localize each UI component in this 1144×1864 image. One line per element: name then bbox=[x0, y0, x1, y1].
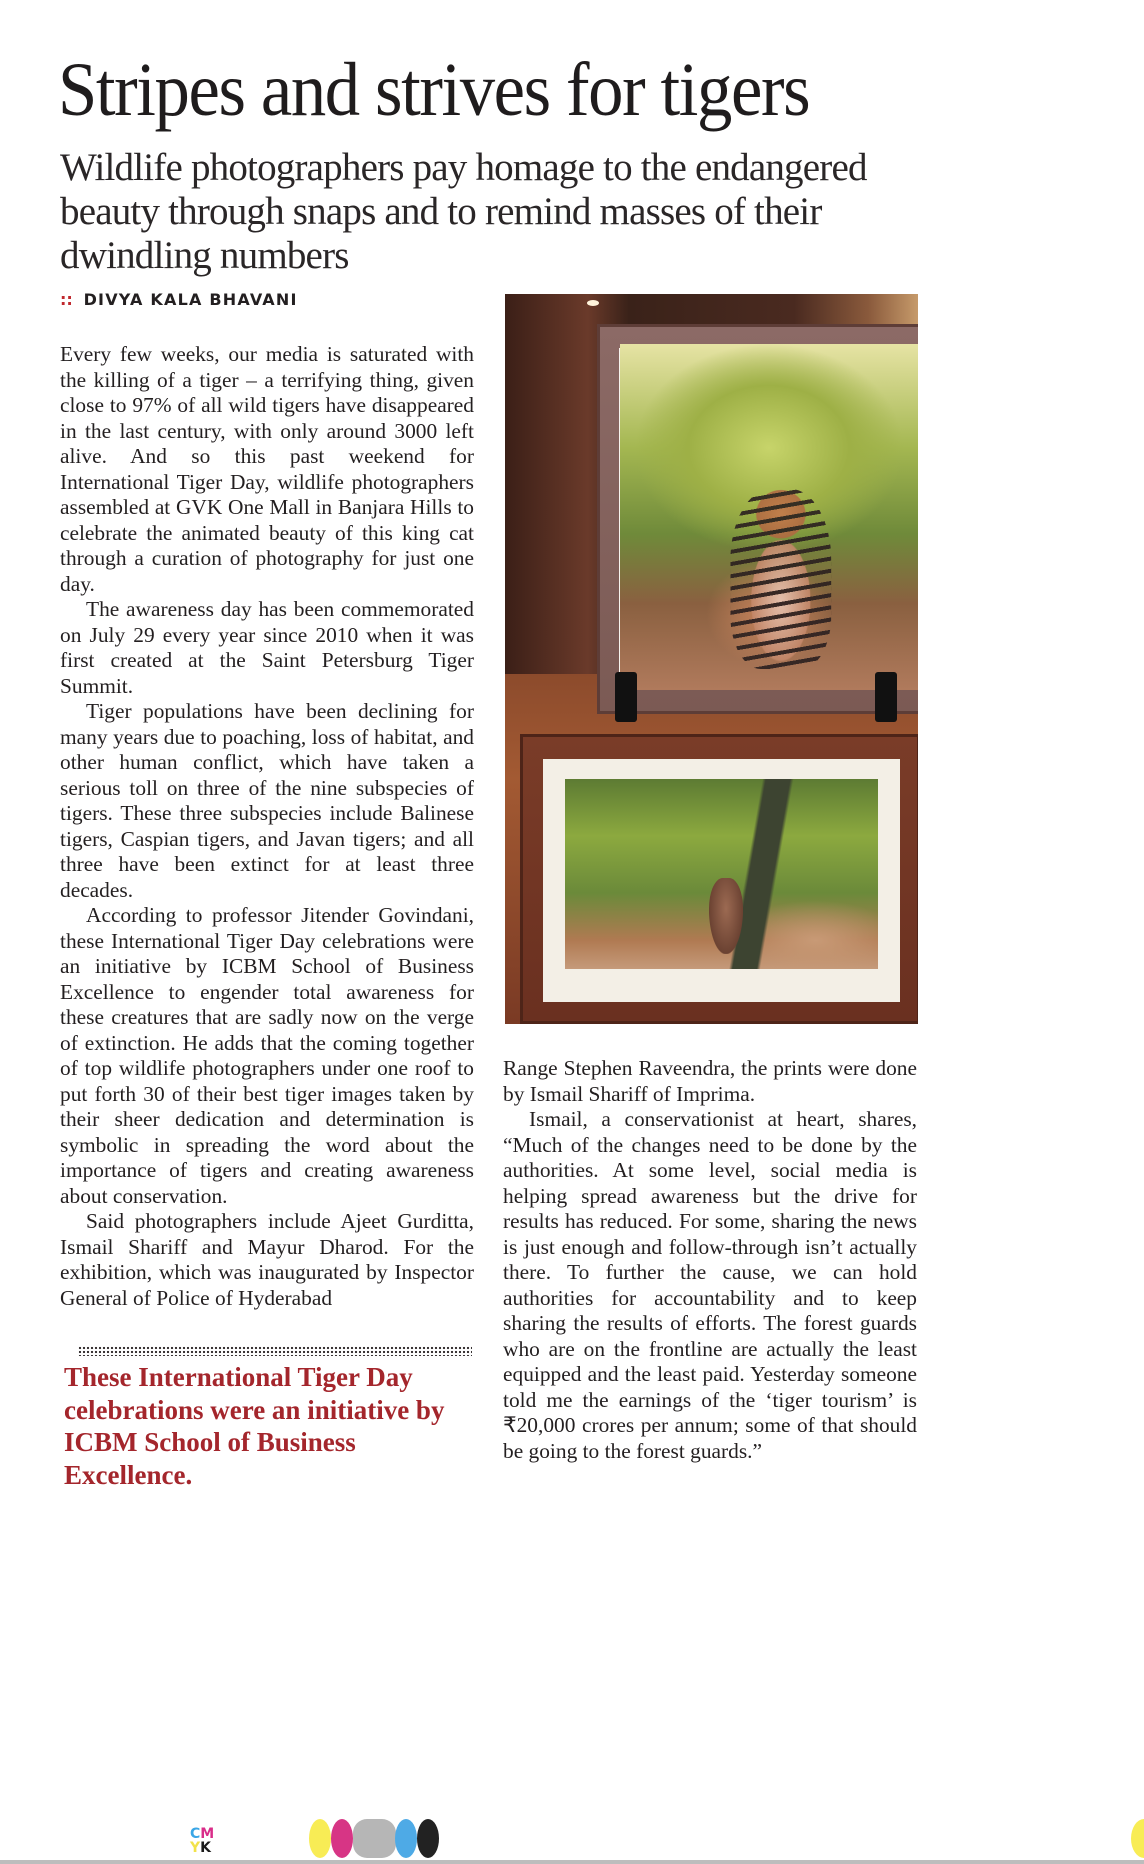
byline-marker-icon: :: bbox=[60, 290, 73, 309]
paragraph: Ismail, a conservationist at heart, shares, “Much of the changes need to be done by the authorities. At some level, social media is helping spread awareness but the drive for results has reduced. For some, sharing the news is just enough and follow-through isn’t actually there. To further the cause, we can hold authorities for accountability and to keep sharing the results of efforts. The forest guards who are on the frontline are actually the least equipped and the least paid. Yesterday someone told me the earnings of the ‘tiger tourism’ is ₹20,000 crores per annum; some of that should be going to the forest guards.” bbox=[503, 1107, 917, 1463]
headline: Stripes and strives for tigers bbox=[58, 48, 810, 132]
article-photo bbox=[505, 294, 918, 1024]
cmyk-c: C bbox=[190, 1826, 201, 1842]
color-swatch-edge bbox=[1131, 1819, 1144, 1858]
paragraph: Said photographers include Ajeet Gurditta, Ismail Shariff and Mayur Dharod. For the exhibition, which was inaugurated by Inspector General of Police of Hyderabad bbox=[60, 1209, 474, 1310]
color-swatch bbox=[353, 1819, 396, 1858]
sitting-tiger-print bbox=[620, 344, 918, 690]
easel-clip bbox=[615, 672, 637, 722]
article-column-right bbox=[503, 1056, 917, 1464]
photo-frame-walking-tiger bbox=[520, 734, 918, 1024]
cmyk-label bbox=[190, 1827, 214, 1855]
color-swatch bbox=[309, 1819, 331, 1858]
cmyk-m: M bbox=[200, 1826, 215, 1842]
cmyk-y: Y bbox=[190, 1840, 201, 1856]
cmyk-k: K bbox=[200, 1840, 211, 1856]
author-name: DIVYA KALA BHAVANI bbox=[83, 290, 298, 309]
paragraph: Tiger populations have been declining for many years due to poaching, loss of habitat, and other human conflict, which have taken a serious toll on three of the nine subspecies of tigers. These three subspecies include Balinese tigers, Caspian tigers, and Javan tigers; and all three have been extinct for at least three decades. bbox=[60, 699, 474, 902]
photo-frame-sitting-tiger bbox=[597, 324, 918, 714]
paragraph: According to professor Jitender Govindani, these International Tiger Day celebrations were an initiative by ICBM School of Business Excellence to engender total awareness for these creatures that are sadly now on the verge of extinction. He adds that the coming together of top wildlife photographers under one roof to put forth 30 of their best tiger images taken by their sheer dedication and determination is symbolic in spreading the word about the importance of tigers and creating awareness about conservation. bbox=[60, 903, 474, 1208]
ceiling-light bbox=[587, 300, 599, 306]
byline bbox=[60, 290, 298, 309]
page-bottom-rule bbox=[0, 1860, 1144, 1864]
article-column-left bbox=[60, 342, 474, 1311]
subheadline: Wildlife photographers pay homage to the endangered beauty through snaps and to remind masses of their dwindling numbers bbox=[60, 146, 867, 277]
paragraph: Every few weeks, our media is saturated with the killing of a tiger – a terrifying thing, given close to 97% of all wild tigers have disappeared in the last century, with only around 3000 left alive. And so this past weekend for International Tiger Day, wildlife photographers assembled at GVK One Mall in Banjara Hills to celebrate the animated beauty of this king cat through a curation of photography for just one day. bbox=[60, 342, 474, 596]
tiger-figure bbox=[730, 489, 831, 669]
color-swatch bbox=[417, 1819, 439, 1858]
paragraph: The awareness day has been commemorated on July 29 every year since 2010 when it was first created at the Saint Petersburg Tiger Summit. bbox=[60, 597, 474, 698]
paragraph: Range Stephen Raveendra, the prints were done by Ismail Shariff of Imprima. bbox=[503, 1056, 917, 1106]
tiger-figure bbox=[709, 878, 743, 954]
pull-quote-divider bbox=[78, 1346, 472, 1356]
pull-quote: These International Tiger Day celebrations were an initiative by ICBM School of Business Excellence. bbox=[64, 1362, 445, 1490]
color-swatch bbox=[331, 1819, 353, 1858]
walking-tiger-print bbox=[565, 779, 878, 969]
color-swatch bbox=[395, 1819, 417, 1858]
easel-clip bbox=[875, 672, 897, 722]
